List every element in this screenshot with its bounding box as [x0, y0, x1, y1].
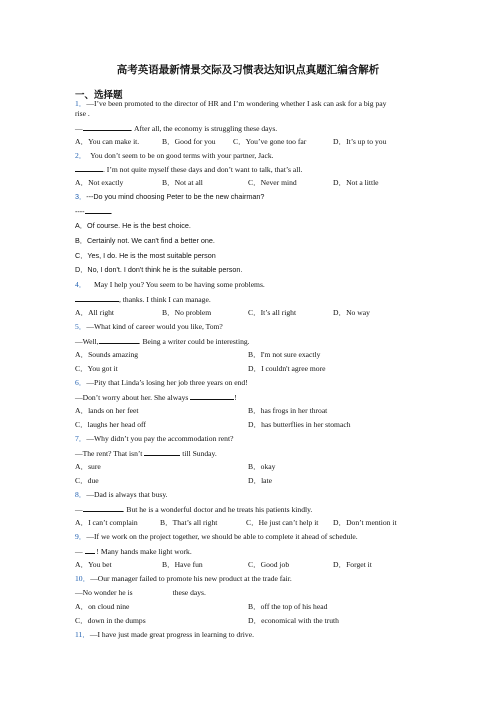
reply-text: —	[75, 505, 83, 514]
option-c[interactable]: C．It’s all right	[248, 308, 297, 317]
question-9-reply	[75, 546, 192, 557]
answer-blank	[83, 504, 123, 512]
option-a[interactable]: A．Sounds amazing	[75, 350, 139, 359]
question-4	[75, 280, 265, 290]
section-heading: 一、选择题	[75, 90, 123, 101]
question-4-reply	[75, 294, 211, 305]
option-c[interactable]: C．due	[75, 476, 99, 485]
reply-text: —Well,	[75, 337, 99, 346]
question-number: 10．	[75, 574, 91, 583]
option-d[interactable]: D．No way	[333, 308, 370, 317]
option-c[interactable]: C．down in the dumps	[75, 616, 146, 625]
question-2	[75, 151, 274, 161]
answer-blank	[75, 164, 103, 172]
question-stem: —Pity that Linda’s losing her job three years on end!	[86, 378, 248, 387]
question-8	[75, 490, 168, 500]
question-number: 9．	[75, 532, 87, 541]
option-b[interactable]: B．okay	[248, 462, 276, 471]
reply-text: . But he is a wonderful doctor and he treats his patients kindly.	[122, 505, 313, 514]
reply-text: . After all, the economy is struggling these days.	[130, 124, 278, 133]
option-a[interactable]: A．All right	[75, 308, 115, 317]
answer-blank	[85, 546, 95, 554]
question-3-reply	[75, 206, 113, 217]
option-b[interactable]: B．Not at all	[162, 178, 203, 187]
answer-blank	[99, 336, 139, 344]
question-stem: —Why didn’t you pay the accommodation rent?	[86, 434, 234, 443]
option-c[interactable]: C．Yes, I do. He is the most suitable person	[75, 251, 216, 260]
option-a[interactable]: A．lands on her feet	[75, 406, 139, 415]
option-d[interactable]: D．Don’t mention it	[333, 518, 397, 527]
reply-text: . Being a writer could be interesting.	[138, 337, 250, 346]
question-10	[75, 574, 292, 584]
question-5	[75, 322, 223, 332]
question-6	[75, 378, 248, 388]
question-11	[75, 630, 254, 640]
reply-text: ----	[75, 207, 85, 216]
option-b[interactable]: B．off the top of his head	[248, 602, 328, 611]
option-a[interactable]: A．I can’t complain	[75, 518, 138, 527]
question-1	[75, 99, 386, 109]
answer-blank	[75, 294, 119, 302]
document-title: 高考英语最新情景交际及习惯表达知识点真题汇编含解析	[116, 64, 380, 76]
option-b[interactable]: B．I'm not sure exactly	[248, 350, 321, 359]
option-b[interactable]: B．Have fun	[162, 560, 203, 569]
question-6-reply	[75, 392, 237, 403]
reply-text: —	[75, 547, 83, 556]
option-c[interactable]: C．You’ve gone too far	[233, 137, 307, 146]
option-c[interactable]: C．You got it	[75, 364, 118, 373]
option-a[interactable]: A．on cloud nine	[75, 602, 130, 611]
option-d[interactable]: D．It’s up to you	[333, 137, 387, 146]
question-8-reply	[75, 504, 312, 515]
option-c[interactable]: C．He just can’t help it	[246, 518, 319, 527]
option-a[interactable]: A．Of course. He is the best choice.	[75, 221, 191, 230]
reply-text: till Sunday.	[182, 449, 217, 458]
option-a[interactable]: A．You bet	[75, 560, 112, 569]
option-d[interactable]: D．economical with the truth	[248, 616, 339, 625]
option-c[interactable]: C．Good job	[248, 560, 290, 569]
option-b[interactable]: B．Good for you	[162, 137, 216, 146]
answer-blank	[83, 123, 131, 131]
question-9	[75, 532, 358, 542]
question-stem: —If we work on the project together, we should be able to complete it ahead of schedule.	[86, 532, 358, 541]
question-number: 7．	[75, 434, 87, 443]
option-a[interactable]: A．Not exactly	[75, 178, 124, 187]
question-number: 6．	[75, 378, 87, 387]
question-number: 1．	[75, 99, 87, 108]
question-number: 3．	[75, 192, 87, 201]
reply-text: .	[110, 207, 113, 216]
question-3	[75, 192, 264, 202]
reply-text: . I’m not quite myself these days and don’t want to talk, that’s all.	[103, 165, 303, 174]
option-b[interactable]: B．Certainly not. We can't find a better one.	[75, 236, 215, 245]
question-2-reply	[75, 164, 302, 175]
option-b[interactable]: B．That’s all right	[160, 518, 218, 527]
question-stem: ---Do you mind choosing Peter to be the new chairman?	[86, 192, 265, 201]
reply-text: these days.	[172, 588, 206, 597]
question-number: 5．	[75, 322, 87, 331]
question-stem: —Our manager failed to promote his new product at the trade fair.	[90, 574, 292, 583]
reply-text: !	[234, 393, 237, 402]
question-stem: May I help you? You seem to be having some problems.	[93, 280, 265, 289]
question-number: 11．	[75, 630, 90, 639]
option-b[interactable]: B．No problem	[162, 308, 212, 317]
question-number: 2．	[75, 151, 87, 160]
question-number: 8．	[75, 490, 87, 499]
reply-text: —The rent? That isn’t	[75, 449, 143, 458]
option-b[interactable]: B．has frogs in her throat	[248, 406, 328, 415]
question-5-reply	[75, 336, 250, 347]
option-d[interactable]: D．Forget it	[333, 560, 372, 569]
question-10-reply	[75, 588, 206, 598]
answer-blank	[133, 588, 173, 595]
answer-blank	[85, 206, 111, 214]
answer-blank	[190, 392, 234, 400]
question-1-reply: — . After all, the economy is struggling these days.	[75, 124, 278, 133]
option-d[interactable]: D．I couldn't agree more	[248, 364, 326, 373]
question-stem: —Dad is always that busy.	[86, 490, 168, 499]
option-a[interactable]: A．sure	[75, 462, 101, 471]
option-d[interactable]: D．Not a little	[333, 178, 379, 187]
option-c[interactable]: C．Never mind	[248, 178, 297, 187]
reply-text: ! Many hands make light work.	[96, 547, 192, 556]
question-1-stem-cont: rise .	[75, 109, 90, 118]
option-d[interactable]: D．late	[248, 476, 273, 485]
question-stem: You don’t seem to be on good terms with your partner, Jack.	[90, 151, 274, 160]
question-7	[75, 434, 233, 444]
option-c[interactable]: C．laughs her head off	[75, 420, 146, 429]
reply-text: —No wonder he is	[75, 588, 133, 597]
question-stem: —I have just made great progress in learning to drive.	[89, 630, 254, 639]
reply-text: —Don’t worry about her. She always	[75, 393, 189, 402]
option-a[interactable]: A．You can make it.	[75, 137, 140, 146]
reply-text: , thanks. I think I can manage.	[119, 295, 211, 304]
question-number: 4．	[75, 280, 87, 289]
question-stem: —What kind of career would you like, Tom?	[86, 322, 223, 331]
option-d[interactable]: D．has butterflies in her stomach	[248, 420, 351, 429]
question-stem: —I’ve been promoted to the director of HR and I’m wondering whether I ask can ask for a big pay	[86, 99, 387, 108]
question-7-reply	[75, 448, 217, 459]
answer-blank	[144, 448, 180, 456]
option-d[interactable]: D．No, I don't. I don't think he is the suitable person.	[75, 265, 243, 274]
